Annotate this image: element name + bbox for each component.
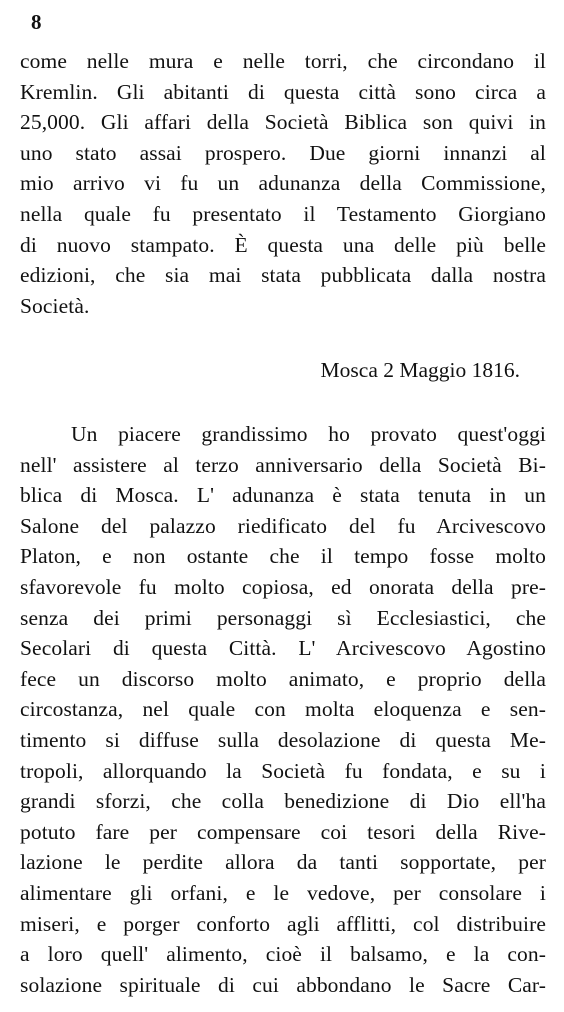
text-line: 25,000. Gli affari della Società Biblica son quivi in	[20, 110, 546, 135]
text-line: nell' assistere al terzo anniversario della Società Bi-	[20, 452, 546, 477]
text-line: Un piacere grandissimo ho provato quest'oggi	[71, 422, 546, 446]
text-line: Platon, e non ostante che il tempo fosse molto	[20, 544, 546, 569]
text-line: di nuovo stampato. È questa una delle più belle	[20, 232, 546, 257]
text-line: solazione spirituale di cui abbondano le Sacre Car-	[20, 972, 546, 997]
text-line: alimentare gli orfani, e le vedove, per consolare i	[20, 880, 546, 905]
text-line: edizioni, che sia mai stata pubblicata dalla nostra	[20, 263, 546, 288]
text-line: come nelle mura e nelle torri, che circondano il	[20, 49, 546, 73]
page-number: 8	[31, 10, 42, 34]
text-line: potuto fare per compensare coi tesori della Rive-	[20, 819, 546, 844]
text-line: tropoli, allorquando la Società fu fondata, e su i	[20, 758, 546, 783]
text-line: blica di Mosca. L' adunanza è stata tenuta in un	[20, 483, 546, 508]
text-line: lazione le perdite allora da tanti sopportate, per	[20, 850, 546, 875]
text-line: Secolari di questa Città. L' Arcivescovo Agostino	[20, 636, 546, 661]
dateline: Mosca 2 Maggio 1816.	[320, 358, 520, 382]
text-line: miseri, e porger conforto agli afflitti, col distribuire	[20, 911, 546, 936]
text-line: senza dei primi personaggi sì Ecclesiastici, che	[20, 605, 546, 630]
text-line: Kremlin. Gli abitanti di questa città sono circa a	[20, 79, 546, 104]
paragraph-2	[20, 419, 546, 1000]
text-line: Salone del palazzo riedificato del fu Arcivescovo	[20, 513, 546, 538]
text-line: grandi sforzi, che colla benedizione di Dio ell'ha	[20, 789, 546, 814]
text-line: Società.	[20, 293, 90, 318]
text-line: timento si diffuse sulla desolazione di questa Me-	[20, 727, 546, 752]
text-line: nella quale fu presentato il Testamento Giorgiano	[20, 201, 546, 226]
text-line: a loro quell' alimento, cioè il balsamo, e la con-	[20, 942, 546, 967]
paragraph-1	[20, 46, 546, 321]
text-line: fece un discorso molto animato, e proprio della	[20, 666, 546, 691]
text-line: circostanza, nel quale con molta eloquenza e sen-	[20, 697, 546, 722]
text-line: mio arrivo vi fu un adunanza della Commissione,	[20, 171, 546, 196]
text-line: uno stato assai prospero. Due giorni innanzi al	[20, 140, 546, 165]
text-line: sfavorevole fu molto copiosa, ed onorata della pre-	[20, 574, 546, 599]
